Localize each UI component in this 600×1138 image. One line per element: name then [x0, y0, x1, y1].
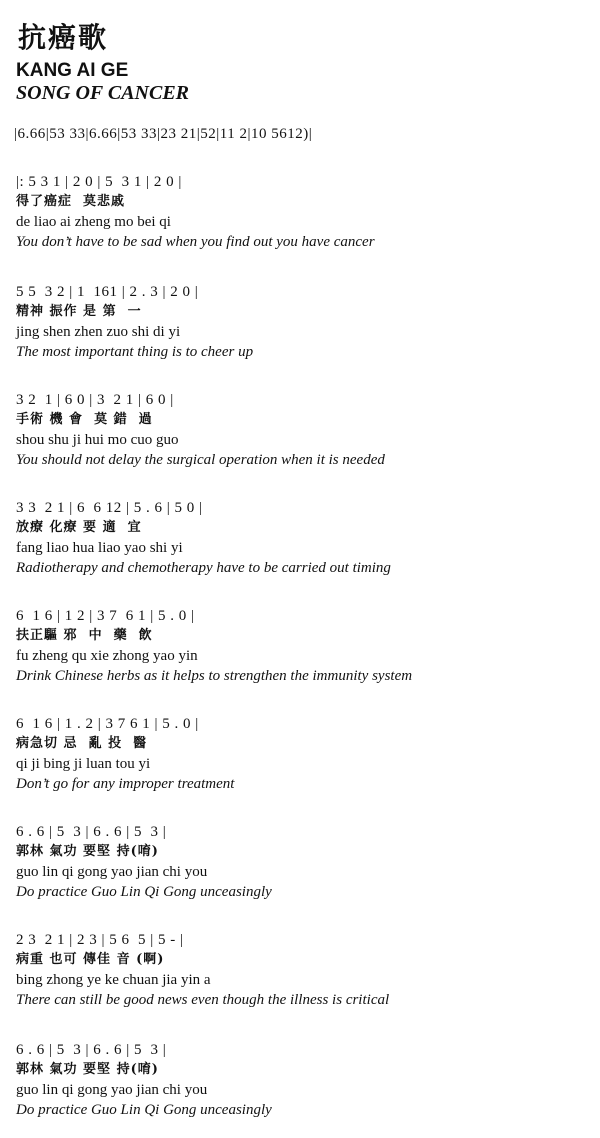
verse-pinyin: fang liao hua liao yao shi yi	[16, 540, 183, 556]
verse-english: There can still be good news even though the illness is critical	[16, 992, 390, 1008]
verse-pinyin: jing shen zhen zuo shi di yi	[16, 324, 181, 340]
title-pinyin: KANG AI GE	[16, 60, 129, 81]
verse-english: Do practice Guo Lin Qi Gong unceasingly	[16, 884, 272, 900]
verse-pinyin: shou shu ji hui mo cuo guo	[16, 432, 179, 448]
verse-1	[16, 172, 586, 252]
verse-chinese: 病重 也可 傳佳 音 (啊)	[16, 952, 165, 967]
verse-english: Do practice Guo Lin Qi Gong unceasingly	[16, 1102, 272, 1118]
verse-4	[16, 498, 586, 578]
verse-notation: 5 5 3 2 | 1 161 | 2 . 3 | 2 0 |	[16, 284, 199, 300]
verse-english: Don’t go for any improper treatment	[16, 776, 235, 792]
verse-chinese: 手術 機 會 莫 錯 過	[16, 412, 153, 427]
verse-notation: |: 5 3 1 | 2 0 | 5 3 1 | 2 0 |	[16, 174, 182, 190]
verse-chinese: 精神 振作 是 第 一	[16, 304, 142, 319]
verse-notation: 6 1 6 | 1 . 2 | 3 7 6 1 | 5 . 0 |	[16, 716, 199, 732]
verse-2	[16, 282, 586, 362]
verse-english: You should not delay the surgical operation when it is needed	[16, 452, 385, 468]
verse-notation: 3 3 2 1 | 6 6 12 | 5 . 6 | 5 0 |	[16, 500, 203, 516]
verse-chinese: 扶正驅 邪 中 藥 飲	[16, 628, 153, 643]
verse-notation: 2 3 2 1 | 2 3 | 5 6 5 | 5 - |	[16, 932, 184, 948]
verse-pinyin: fu zheng qu xie zhong yao yin	[16, 648, 198, 664]
verse-chinese: 放療 化療 要 適 宜	[16, 520, 142, 535]
title-english: SONG OF CANCER	[16, 82, 190, 104]
verse-5	[16, 606, 586, 686]
verse-7	[16, 822, 586, 902]
verse-notation: 6 . 6 | 5 3 | 6 . 6 | 5 3 |	[16, 1042, 167, 1058]
verse-3	[16, 390, 586, 470]
verse-pinyin: de liao ai zheng mo bei qi	[16, 214, 171, 230]
verse-6	[16, 714, 586, 794]
verse-chinese: 病急切 忌 亂 投 醫	[16, 736, 148, 751]
title-chinese: 抗癌歌	[18, 21, 109, 54]
verse-chinese: 郭林 氣功 要堅 持(唷)	[16, 1062, 159, 1077]
verse-pinyin: guo lin qi gong yao jian chi you	[16, 1082, 208, 1098]
verse-8	[16, 930, 586, 1010]
verse-9	[16, 1040, 586, 1120]
verse-chinese: 得了癌症 莫悲戚	[16, 194, 126, 209]
verse-english: You don’t have to be sad when you find out you have cancer	[16, 234, 375, 250]
verse-notation: 6 . 6 | 5 3 | 6 . 6 | 5 3 |	[16, 824, 167, 840]
verse-english: Drink Chinese herbs as it helps to strengthen the immunity system	[16, 668, 413, 684]
verse-chinese: 郭林 氣功 要堅 持(唷)	[16, 844, 159, 859]
verse-pinyin: guo lin qi gong yao jian chi you	[16, 864, 208, 880]
intro-notation: |6.66|53 33|6.66|53 33|23 21|52|11 2|10 5612)|	[14, 126, 313, 142]
verse-english: Radiotherapy and chemotherapy have to be carried out timing	[16, 560, 391, 576]
verse-pinyin: qi ji bing ji luan tou yi	[16, 756, 151, 772]
verse-notation: 3 2 1 | 6 0 | 3 2 1 | 6 0 |	[16, 392, 174, 408]
verse-notation: 6 1 6 | 1 2 | 3 7 6 1 | 5 . 0 |	[16, 608, 195, 624]
verse-english: The most important thing is to cheer up	[16, 344, 254, 360]
verse-pinyin: bing zhong ye ke chuan jia yin a	[16, 972, 211, 988]
